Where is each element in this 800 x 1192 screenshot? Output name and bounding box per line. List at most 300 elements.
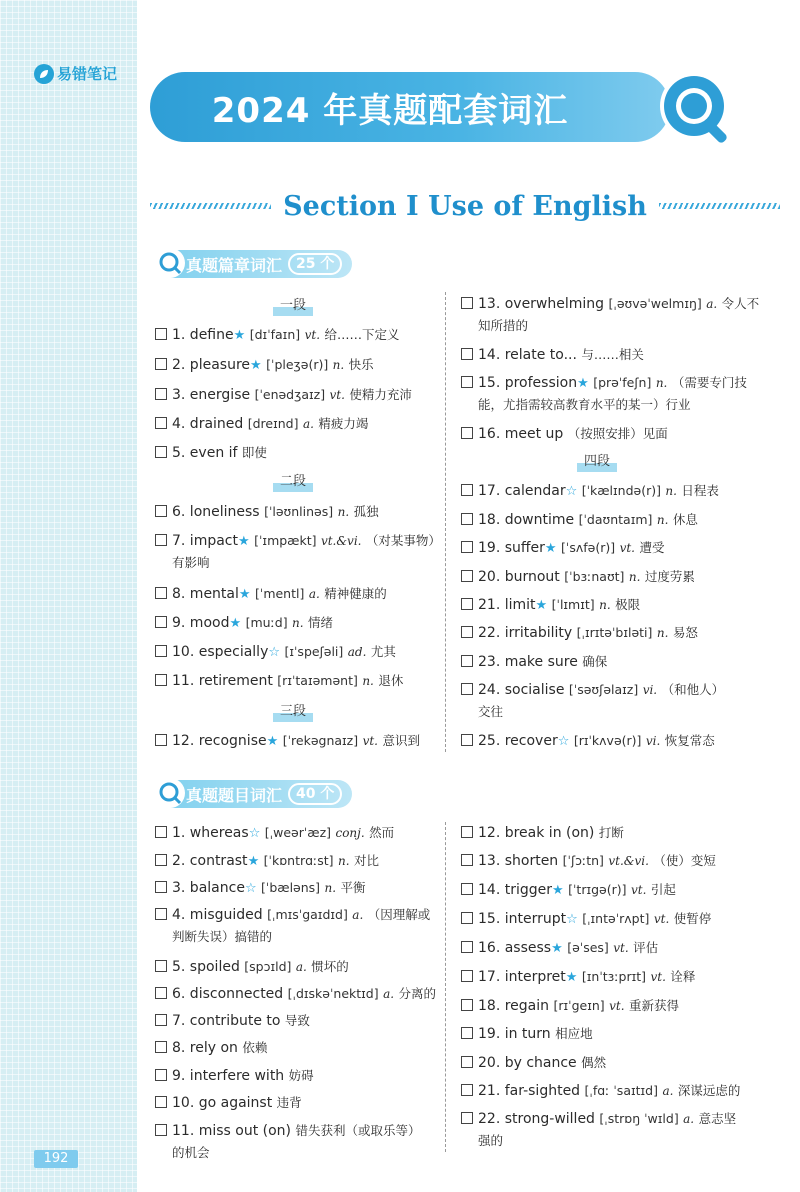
vocab-phonetic: [ˈsʌfə(r)] <box>561 540 616 555</box>
vocab-entry <box>155 956 349 978</box>
checkbox-icon[interactable] <box>461 484 473 496</box>
vocab-entry <box>461 423 668 445</box>
vocab-part-of-speech: vt. <box>630 883 647 897</box>
paragraph-label: 一段 <box>273 296 313 316</box>
checkbox-icon[interactable] <box>461 655 473 667</box>
checkbox-icon[interactable] <box>461 513 473 525</box>
vocab-meaning: 依赖 <box>242 1040 268 1055</box>
vocab-part-of-speech: vt.&vi. <box>608 854 649 868</box>
vocab-meaning-continued: 的机会 <box>172 1145 210 1160</box>
vocab-meaning: 深谋远虑的 <box>677 1083 741 1098</box>
vocab-meaning: 退休 <box>378 673 404 688</box>
checkbox-icon[interactable] <box>461 683 473 695</box>
vocab-entry <box>155 1092 302 1114</box>
paragraph-label: 三段 <box>273 702 313 722</box>
vocab-part-of-speech: n. <box>656 626 669 640</box>
star-icon: ☆ <box>565 484 578 499</box>
vocab-meaning: 对比 <box>354 853 380 868</box>
vocab-word: 23. make sure <box>478 654 578 670</box>
vocab-meaning: 确保 <box>582 654 608 669</box>
page-title: 2024 年真题配套词汇 <box>211 90 569 131</box>
vocab-word: 8. mental <box>172 586 239 602</box>
checkbox-icon[interactable] <box>155 826 167 838</box>
vocab-entry <box>155 1037 267 1059</box>
vocab-part-of-speech: n. <box>337 505 350 519</box>
vocab-word: 24. socialise <box>478 682 565 698</box>
vocab-entry <box>461 1108 737 1148</box>
checkbox-icon[interactable] <box>461 376 473 388</box>
group2-label: 真题题目词汇 <box>186 785 283 805</box>
checkbox-icon[interactable] <box>155 881 167 893</box>
vocab-meaning: 违背 <box>276 1095 302 1110</box>
vocab-word: 13. overwhelming <box>478 296 605 312</box>
vocab-entry <box>461 293 760 333</box>
checkbox-icon[interactable] <box>461 626 473 638</box>
vocab-word: 13. shorten <box>478 853 559 869</box>
vocab-meaning: （因理解或 <box>367 907 431 922</box>
section-title: Section Ⅰ Use of English <box>283 190 647 222</box>
checkbox-icon[interactable] <box>461 427 473 439</box>
vocab-phonetic: [rɪˈtaɪəmənt] <box>277 673 358 688</box>
checkbox-icon[interactable] <box>461 854 473 866</box>
checkbox-icon[interactable] <box>461 598 473 610</box>
checkbox-icon[interactable] <box>461 1112 473 1124</box>
checkbox-icon[interactable] <box>461 912 473 924</box>
vocab-word: 14. relate to... <box>478 347 577 363</box>
vocab-word: 3. energise <box>172 387 251 403</box>
vocab-part-of-speech: a. <box>383 987 395 1001</box>
vocab-part-of-speech: n. <box>332 358 345 372</box>
vocab-entry <box>155 442 267 464</box>
vocab-part-of-speech: n. <box>599 598 611 612</box>
column-divider <box>445 822 446 1152</box>
vocab-entry <box>461 1080 740 1102</box>
vocab-meaning-continued: 能，尤指需较高教育水平的某一）行业 <box>478 397 691 412</box>
vocab-meaning: 错失获利（或取乐等） <box>295 1123 421 1138</box>
star-icon: ☆ <box>557 734 570 749</box>
vocab-part-of-speech: vt. <box>613 941 629 955</box>
vocab-phonetic: [əˈses] <box>567 940 609 955</box>
vocab-meaning: 情绪 <box>308 615 334 630</box>
vocab-part-of-speech: n. <box>338 854 350 868</box>
vocab-meaning: 孤独 <box>353 504 379 519</box>
vocab-phonetic: [ˌweərˈæz] <box>264 825 332 840</box>
vocab-word: 17. calendar <box>478 483 566 499</box>
vocab-entry <box>461 344 644 366</box>
vocab-meaning: 意志坚 <box>698 1111 737 1126</box>
vocab-entry <box>155 983 436 1005</box>
vocab-entry <box>461 622 698 644</box>
vocab-word: 2. contrast <box>172 853 248 869</box>
vocab-meaning: 日程表 <box>681 483 719 498</box>
vocab-meaning-continued: 强的 <box>478 1133 504 1148</box>
vocab-meaning: 使暂停 <box>673 911 712 926</box>
vocab-entry <box>155 501 379 523</box>
vocab-meaning: （需要专门技 <box>671 375 747 390</box>
checkbox-icon[interactable] <box>155 388 167 400</box>
vocab-part-of-speech: vi. <box>642 683 658 697</box>
vocab-entry <box>155 670 403 692</box>
checkbox-icon[interactable] <box>155 908 167 920</box>
star-icon: ★ <box>565 970 578 985</box>
vocab-word: 10. go against <box>172 1095 273 1111</box>
vocab-word: 15. interrupt <box>478 911 567 927</box>
vocab-meaning-continued: 判断失误）搞错的 <box>172 929 273 944</box>
checkbox-icon[interactable] <box>461 734 473 746</box>
checkbox-icon[interactable] <box>461 999 473 1011</box>
star-icon: ★ <box>266 734 279 749</box>
vocab-word: 11. retirement <box>172 673 273 689</box>
side-pattern-strip <box>0 0 137 1192</box>
group2-count: 40 个 <box>288 783 342 805</box>
group2-heading <box>158 780 352 808</box>
vocab-meaning: 然而 <box>369 825 395 840</box>
checkbox-icon[interactable] <box>155 1096 167 1108</box>
vocab-meaning: 妨碍 <box>288 1068 314 1083</box>
checkbox-icon[interactable] <box>155 534 167 546</box>
vocab-meaning: 意识到 <box>382 733 420 748</box>
vocab-part-of-speech: vt. <box>650 970 666 984</box>
checkbox-icon[interactable] <box>461 970 473 982</box>
vocab-word: 7. contribute to <box>172 1013 281 1029</box>
vocab-part-of-speech: vt.&vi. <box>320 534 362 548</box>
vocab-phonetic: [ˌɪntəˈrʌpt] <box>582 911 650 926</box>
vocab-entry <box>155 822 394 845</box>
vocab-meaning: 重新获得 <box>628 998 679 1013</box>
vocab-meaning: 令人不 <box>721 296 760 311</box>
checkbox-icon[interactable] <box>461 1027 473 1039</box>
vocab-part-of-speech: vt. <box>329 388 345 402</box>
vocab-meaning: 恢复常态 <box>664 733 715 748</box>
vocab-word: 3. balance <box>172 880 245 896</box>
vocab-entry <box>155 384 412 406</box>
vocab-phonetic: [ˈbæləns] <box>261 880 321 895</box>
leaf-icon <box>34 64 54 84</box>
checkbox-icon[interactable] <box>461 348 473 360</box>
vocab-phonetic: [ˈləʊnlinəs] <box>264 504 334 519</box>
vocab-word: 14. trigger <box>478 882 552 898</box>
checkbox-icon[interactable] <box>155 960 167 972</box>
checkbox-icon[interactable] <box>155 674 167 686</box>
vocab-phonetic: [ˌfɑː ˈsaɪtɪd] <box>584 1083 658 1098</box>
vocab-phonetic: [ˈmentl] <box>255 586 305 601</box>
vocab-entry <box>461 509 698 531</box>
vocab-part-of-speech: a. <box>683 1112 695 1126</box>
vocab-word: 6. loneliness <box>172 504 260 520</box>
vocab-meaning: （使）变短 <box>653 853 716 868</box>
vocab-meaning: （和他人） <box>661 682 725 697</box>
page-number: 192 <box>34 1150 78 1168</box>
vocab-part-of-speech: a. <box>308 587 320 601</box>
vocab-part-of-speech: vt. <box>362 734 378 748</box>
checkbox-icon[interactable] <box>155 358 167 370</box>
vocab-meaning: 极限 <box>615 597 641 612</box>
vocab-word: 9. interfere with <box>172 1068 285 1084</box>
vocab-phonetic: [ˈtrɪgə(r)] <box>568 882 627 897</box>
checkbox-icon[interactable] <box>155 987 167 999</box>
vocab-phonetic: [ˈbɜːnaʊt] <box>564 569 625 584</box>
vocab-entry <box>155 730 420 753</box>
vocab-meaning: （对某事物） <box>365 533 441 548</box>
vocab-word: 8. rely on <box>172 1040 238 1056</box>
checkbox-icon[interactable] <box>155 1041 167 1053</box>
paragraph-label: 四段 <box>577 452 617 472</box>
vocab-part-of-speech: n. <box>362 674 374 688</box>
vocab-meaning: 与……相关 <box>581 347 644 362</box>
star-icon: ☆ <box>566 912 578 927</box>
vocab-meaning: 给……下定义 <box>324 327 400 342</box>
checkbox-icon[interactable] <box>155 417 167 429</box>
checkbox-icon[interactable] <box>155 587 167 599</box>
hatch-decoration-left <box>150 203 271 209</box>
vocab-phonetic: [ˌɪrɪtəˈbɪləti] <box>576 625 653 640</box>
vocab-word: 2. pleasure <box>172 357 251 373</box>
vocab-meaning: 易怒 <box>672 625 698 640</box>
vocab-entry <box>461 480 719 503</box>
vocab-phonetic: [ˈenədʒaɪz] <box>254 387 326 402</box>
vocab-phonetic: [dreɪnd] <box>247 416 299 431</box>
vocab-word: 10. especially <box>172 644 269 660</box>
vocab-entry <box>461 1023 593 1045</box>
vocab-word: 17. interpret <box>478 969 566 985</box>
vocab-word: 1. whereas <box>172 825 249 841</box>
vocab-entry <box>155 641 396 664</box>
vocab-entry <box>461 651 607 673</box>
brand-label: 易错笔记 <box>57 65 118 83</box>
group1-heading <box>158 250 352 278</box>
vocab-entry <box>461 566 695 588</box>
vocab-word: 21. limit <box>478 597 536 613</box>
vocab-entry <box>461 850 716 872</box>
vocab-entry <box>155 324 399 347</box>
star-icon: ★ <box>535 598 548 613</box>
vocab-phonetic: [ˈpleʒə(r)] <box>266 357 329 372</box>
vocab-word: 12. recognise <box>172 733 267 749</box>
vocab-part-of-speech: vt. <box>653 912 670 926</box>
vocab-part-of-speech: n. <box>292 616 304 630</box>
vocab-word: 15. profession <box>478 375 578 391</box>
vocab-entry <box>461 879 676 902</box>
checkbox-icon[interactable] <box>155 328 167 340</box>
vocab-phonetic: [dɪˈfaɪn] <box>249 327 301 342</box>
vocab-phonetic: [muːd] <box>245 615 288 630</box>
vocab-phonetic: [ˈkɒntrɑːst] <box>263 853 334 868</box>
vocab-meaning: 精神健康的 <box>324 586 387 601</box>
vocab-entry <box>461 995 679 1017</box>
checkbox-icon[interactable] <box>461 941 473 953</box>
checkbox-icon[interactable] <box>155 1014 167 1026</box>
vocab-meaning: 快乐 <box>348 357 374 372</box>
vocab-word: 19. in turn <box>478 1026 551 1042</box>
vocab-meaning: 诠释 <box>670 969 696 984</box>
vocab-meaning-continued: 交往 <box>478 704 504 719</box>
star-icon: ★ <box>544 541 557 556</box>
vocab-entry <box>155 904 431 944</box>
star-icon: ☆ <box>244 881 257 896</box>
star-icon: ★ <box>577 376 589 391</box>
vocab-meaning: 偶然 <box>581 1055 607 1070</box>
vocab-entry <box>461 908 711 931</box>
vocab-entry <box>155 877 366 900</box>
vocab-meaning: 使精力充沛 <box>349 387 412 402</box>
star-icon: ★ <box>229 616 242 631</box>
search-icon <box>154 777 186 809</box>
vocab-phonetic: [ɪnˈtɜːprɪt] <box>581 969 647 984</box>
brand-logo <box>34 63 117 84</box>
vocab-meaning: 即使 <box>241 445 267 460</box>
vocab-entry <box>461 822 624 844</box>
vocab-word: 18. regain <box>478 998 550 1014</box>
vocab-part-of-speech: n. <box>324 881 337 895</box>
vocab-entry <box>461 537 664 560</box>
section-heading <box>150 186 780 226</box>
vocab-entry <box>155 1120 421 1160</box>
checkbox-icon[interactable] <box>155 616 167 628</box>
star-icon: ★ <box>238 587 251 602</box>
vocab-part-of-speech: n. <box>665 484 677 498</box>
vocab-word: 19. suffer <box>478 540 545 556</box>
vocab-phonetic: [rɪˈkʌvə(r)] <box>573 733 642 748</box>
vocab-part-of-speech: a. <box>302 417 314 431</box>
vocab-word: 7. impact <box>172 533 238 549</box>
checkbox-icon[interactable] <box>461 541 473 553</box>
vocab-meaning: 打断 <box>598 825 624 840</box>
vocab-phonetic: [ˈɪmpækt] <box>254 533 317 548</box>
checkbox-icon[interactable] <box>155 734 167 746</box>
vocab-part-of-speech: a. <box>706 297 718 311</box>
vocab-phonetic: [ˌdɪskəˈnektɪd] <box>287 986 379 1001</box>
vocab-part-of-speech: a. <box>352 908 364 922</box>
vocab-meaning: 遭受 <box>639 540 665 555</box>
vocab-word: 12. break in (on) <box>478 825 595 841</box>
vocab-part-of-speech: vt. <box>619 541 635 555</box>
group1-count: 25 个 <box>288 253 342 275</box>
vocab-phonetic: [ˈlɪmɪt] <box>551 597 595 612</box>
checkbox-icon[interactable] <box>155 505 167 517</box>
vocab-phonetic: [ˌmɪsˈgaɪdɪd] <box>267 907 348 922</box>
vocab-entry <box>155 583 387 606</box>
vocab-meaning: 平衡 <box>340 880 366 895</box>
vocab-meaning: 引起 <box>650 882 676 897</box>
vocab-part-of-speech: a. <box>295 960 307 974</box>
group1-label: 真题篇章词汇 <box>186 255 283 275</box>
star-icon: ★ <box>238 534 250 549</box>
checkbox-icon[interactable] <box>461 826 473 838</box>
star-icon: ★ <box>552 883 564 898</box>
vocab-phonetic: [prəˈfeʃn] <box>593 375 652 390</box>
vocab-meaning: 精疲力竭 <box>318 416 369 431</box>
vocab-entry <box>461 679 725 719</box>
vocab-meaning: （按照安排）见面 <box>567 426 668 441</box>
vocab-word: 11. miss out (on) <box>172 1123 292 1139</box>
star-icon: ★ <box>551 941 563 956</box>
vocab-meaning: 相应地 <box>555 1026 593 1041</box>
vocab-word: 5. spoiled <box>172 959 240 975</box>
magnifier-icon <box>652 64 742 154</box>
vocab-word: 4. misguided <box>172 907 263 923</box>
vocab-part-of-speech: a. <box>662 1084 674 1098</box>
vocab-word: 18. downtime <box>478 512 575 528</box>
star-icon: ★ <box>250 358 262 373</box>
checkbox-icon[interactable] <box>461 1084 473 1096</box>
vocab-part-of-speech: n. <box>628 570 641 584</box>
vocab-meaning: 休息 <box>672 512 698 527</box>
checkbox-icon[interactable] <box>461 297 473 309</box>
vocab-word: 16. assess <box>478 940 552 956</box>
vocab-phonetic: [ˈʃɔːtn] <box>562 853 604 868</box>
vocab-entry <box>155 612 333 635</box>
checkbox-icon[interactable] <box>155 854 167 866</box>
vocab-phonetic: [ˈkælɪndə(r)] <box>581 483 661 498</box>
checkbox-icon[interactable] <box>461 570 473 582</box>
vocab-phonetic: [spɔɪld] <box>244 959 292 974</box>
checkbox-icon[interactable] <box>461 1056 473 1068</box>
vocab-part-of-speech: vt. <box>304 328 321 342</box>
vocab-word: 20. burnout <box>478 569 560 585</box>
vocab-phonetic: [ˈdaʊntaɪm] <box>578 512 653 527</box>
vocab-part-of-speech: vt. <box>609 999 625 1013</box>
vocab-part-of-speech: vi. <box>645 734 661 748</box>
vocab-part-of-speech: conj. <box>335 826 365 840</box>
vocab-meaning-continued: 知所措的 <box>478 318 529 333</box>
vocab-word: 25. recover <box>478 733 558 749</box>
vocab-phonetic: [ˈrekəgnaɪz] <box>282 733 359 748</box>
star-icon: ☆ <box>268 645 281 660</box>
vocab-entry <box>155 413 368 435</box>
vocab-phonetic: [rɪˈgeɪn] <box>553 998 605 1013</box>
star-icon: ★ <box>247 854 260 869</box>
vocab-entry <box>461 594 640 617</box>
vocab-entry <box>461 1052 606 1074</box>
vocab-entry <box>155 1010 310 1032</box>
checkbox-icon[interactable] <box>155 446 167 458</box>
vocab-entry <box>155 354 374 377</box>
vocab-entry <box>461 937 658 960</box>
vocab-word: 5. even if <box>172 445 238 461</box>
paragraph-label: 二段 <box>273 472 313 492</box>
vocab-meaning: 过度劳累 <box>644 569 695 584</box>
vocab-entry <box>155 1065 314 1087</box>
hatch-decoration-right <box>659 203 780 209</box>
checkbox-icon[interactable] <box>155 1069 167 1081</box>
vocab-meaning: 评估 <box>633 940 659 955</box>
vocab-word: 22. irritability <box>478 625 573 641</box>
vocab-entry <box>155 850 379 873</box>
title-banner <box>150 72 670 142</box>
vocab-part-of-speech: ad. <box>347 645 367 659</box>
checkbox-icon[interactable] <box>155 645 167 657</box>
column-divider <box>445 292 446 752</box>
vocab-word: 21. far-sighted <box>478 1083 581 1099</box>
checkbox-icon[interactable] <box>461 883 473 895</box>
vocab-phonetic: [ˈsəʊʃəlaɪz] <box>568 682 639 697</box>
vocab-word: 9. mood <box>172 615 230 631</box>
vocab-part-of-speech: n. <box>656 513 669 527</box>
vocab-entry <box>461 966 695 989</box>
vocab-meaning: 分离的 <box>398 986 437 1001</box>
vocab-meaning: 尤其 <box>370 644 396 659</box>
vocab-word: 16. meet up <box>478 426 564 442</box>
star-icon: ★ <box>233 328 246 343</box>
vocab-phonetic: [ˌstrɒŋ ˈwɪld] <box>599 1111 679 1126</box>
vocab-meaning: 惯坏的 <box>311 959 349 974</box>
vocab-entry <box>155 530 441 570</box>
vocab-phonetic: [ɪˈspeʃəli] <box>284 644 344 659</box>
checkbox-icon[interactable] <box>155 1124 167 1136</box>
vocab-meaning-continued: 有影响 <box>172 555 210 570</box>
star-icon: ☆ <box>248 826 261 841</box>
vocab-part-of-speech: n. <box>655 376 668 390</box>
